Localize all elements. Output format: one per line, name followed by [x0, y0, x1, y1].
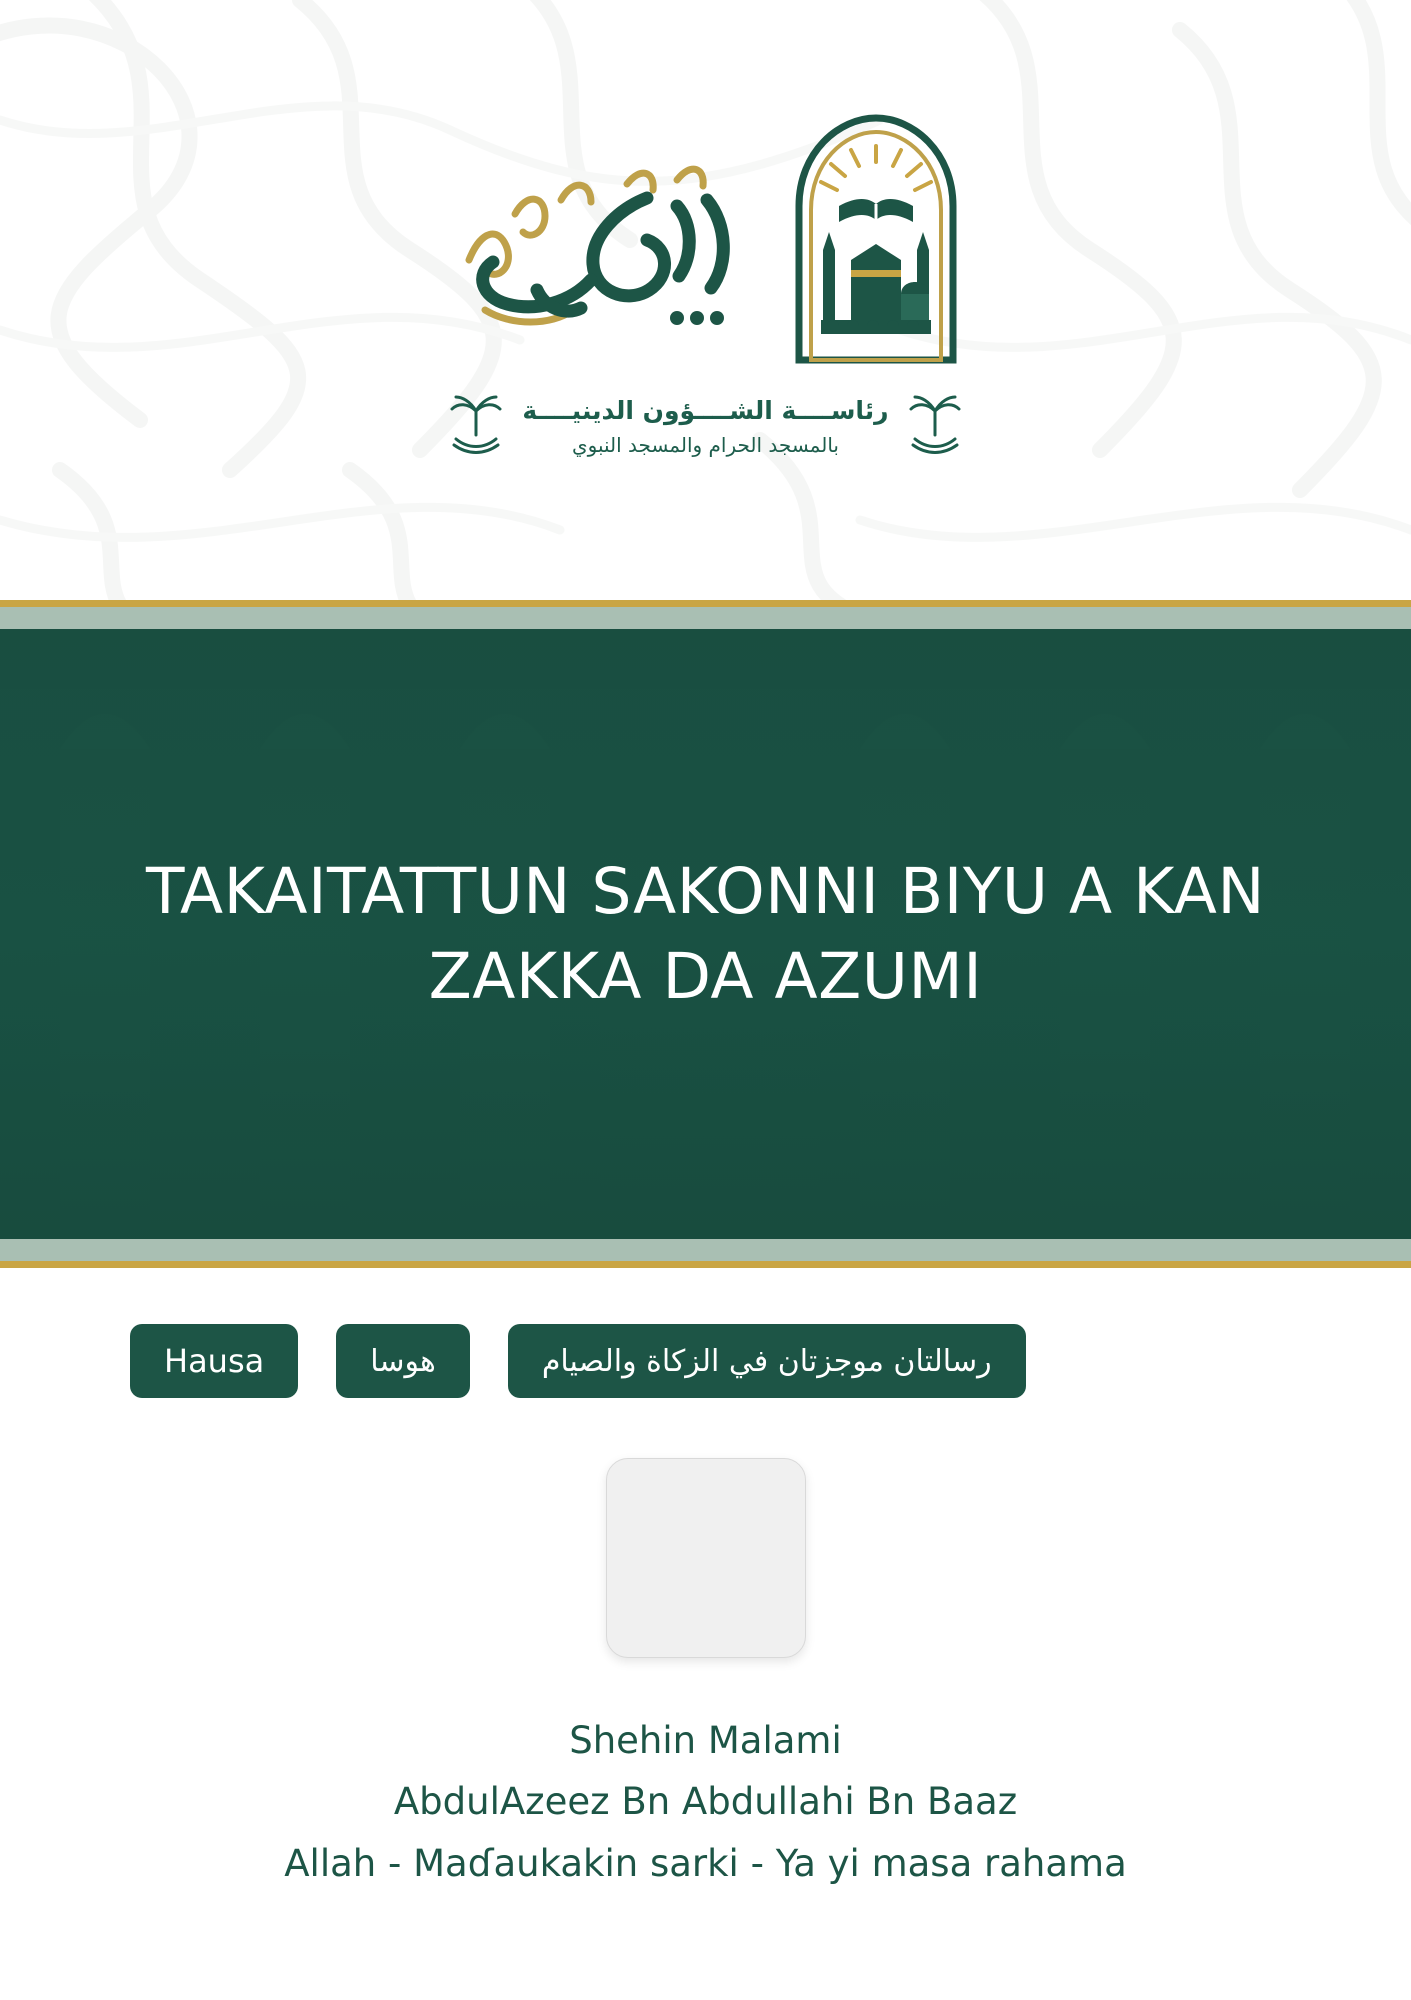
gold-rule-top — [0, 600, 1411, 607]
cover-thumbnail-placeholder[interactable] — [606, 1458, 806, 1658]
banner-section — [0, 600, 1411, 1268]
gold-rule-bottom — [0, 1261, 1411, 1268]
header-section — [0, 0, 1411, 600]
author-supplication: Allah - Maɗaukakin sarki - Ya yi masa rahama — [284, 1841, 1127, 1885]
thumbnail-row — [0, 1458, 1411, 1658]
tag-original-title-arabic[interactable]: رسالتان موجزتان في الزكاة والصيام — [508, 1324, 1026, 1398]
light-band-bottom — [0, 1239, 1411, 1261]
ministry-line-2: بالمسجد الحرام والمسجد النبوي — [571, 432, 839, 457]
tag-row — [0, 1324, 1411, 1398]
ministry-text — [522, 392, 888, 460]
ministry-line-1: رئاســــة الشــــؤون الدينيــــة — [522, 396, 889, 425]
light-band-top — [0, 607, 1411, 629]
author-name: AbdulAzeez Bn Abdullahi Bn Baaz — [393, 1780, 1018, 1824]
author-block — [0, 1710, 1411, 1894]
tag-language-arabic[interactable]: هوسا — [336, 1324, 470, 1398]
page-title: TAKAITATTUN SAKONNI BIYU A KAN ZAKKA DA AZUMI — [145, 854, 1266, 1013]
title-banner — [0, 629, 1411, 1239]
ministry-title-block — [446, 392, 964, 460]
logo-row — [441, 110, 971, 370]
saudi-emblem-icon — [446, 395, 506, 457]
tag-language-latin[interactable]: Hausa — [130, 1324, 298, 1398]
saudi-emblem-icon-right — [905, 395, 965, 457]
logo-block — [0, 110, 1411, 460]
mosque-emblem-icon — [781, 110, 971, 370]
author-title: Shehin Malami — [569, 1719, 842, 1762]
haramain-calligraphy-icon — [441, 140, 771, 370]
